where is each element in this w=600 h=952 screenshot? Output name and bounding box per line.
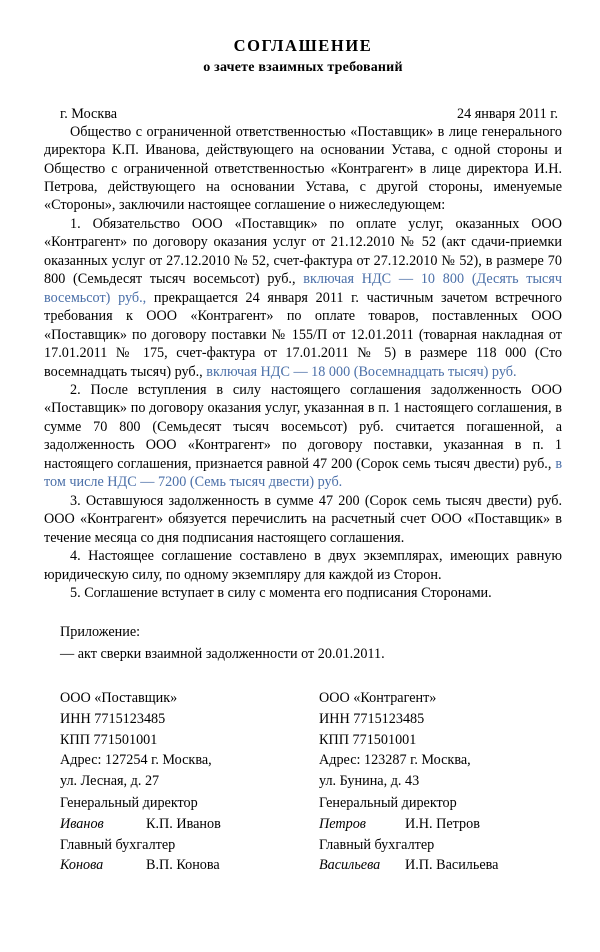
clause-1-text-a: 1. Обязательство ООО «Поставщик» по оплате услуг, оказанных ООО «Контрагент» по договору оказания услуг от 21.12.2010 № 52 (акт сдачи-приемки оказанных услуг от 27.12.2010 № 52, счет-фактура от 27.12.2010 № 52), в размере 70 800 (Семьдесят тысяч восемьсот) руб.,	[44, 215, 562, 288]
left-accountant-name: В.П. Конова	[146, 857, 220, 874]
city-label: г. Москва	[60, 105, 118, 122]
left-address-line-1: Адрес: 127254 г. Москва,	[60, 752, 212, 769]
document-meta	[44, 106, 562, 123]
signature-block	[44, 689, 562, 877]
left-inn: ИНН 7715123485	[60, 711, 166, 728]
left-director-name: К.П. Иванов	[146, 815, 221, 832]
appendix-item: — акт сверки взаимной задолженности от 20.01.2011.	[60, 646, 385, 663]
preamble-paragraph: Общество с ограниченной ответственностью «Поставщик» в лице генерального директора К.П. Иванова, действующего на основании Устава, с одной стороны и Общество с ограниченной ответственностью «Контрагент» в лице директора И.Н. Петрова, действующего на основании Устава, с другой стороны, именуемые «Стороны», заключили настоящее соглашение о нижеследующем:	[44, 123, 562, 214]
right-director-signature-row	[319, 815, 562, 833]
left-accountant-signature-row	[60, 856, 303, 874]
left-role-accountant: Главный бухгалтер	[60, 836, 176, 853]
clause-1-vat-a: включая НДС — 10 800 (Десять тысяч восемьсот) руб.,	[44, 271, 562, 306]
left-org-name: ООО «Поставщик»	[60, 690, 178, 707]
right-address-line-2: ул. Бунина, д. 43	[319, 773, 420, 790]
clause-3-paragraph: 3. Оставшуюся задолженность в сумме 47 200 (Сорок семь тысяч двести) руб. ООО «Контрагент» обязуется перечислить на расчетный счет ООО «Поставщик» в течение месяца со дня подписания настоящего соглашения.	[44, 492, 562, 546]
right-role-director: Генеральный директор	[319, 795, 457, 812]
right-address-line-1: Адрес: 123287 г. Москва,	[319, 752, 471, 769]
left-accountant-signature: Конова	[60, 857, 104, 874]
document-subtitle: о зачете взаимных требований	[203, 59, 403, 75]
clause-2-vat: в том числе НДС — 7200 (Семь тысяч двести) руб.	[44, 455, 563, 491]
right-director-signature: Петров	[319, 815, 366, 832]
right-director-name: И.Н. Петров	[405, 815, 480, 832]
signature-column-left	[44, 689, 303, 877]
right-accountant-name: И.П. Васильева	[405, 857, 499, 874]
right-accountant-signature: Васильева	[319, 857, 381, 874]
appendix-label: Приложение:	[60, 624, 141, 641]
left-role-director: Генеральный директор	[60, 795, 198, 812]
left-kpp: КПП 771501001	[60, 731, 158, 748]
right-inn: ИНН 7715123485	[319, 711, 425, 728]
clause-4-paragraph: 4. Настоящее соглашение составлено в двух экземплярах, имеющих равную юридическую силу, по одному экземпляру для каждой из Сторон.	[44, 548, 562, 583]
clause-1-text-b: прекращается 24 января 2011 г. частичным зачетом встречного требования к ООО «Контрагент» по оплате товаров, поставленных ООО «Поставщик» по договору поставки № 155/П от 12.01.2011 (товарная накладная от 17.01.2011 № 175, счет-фактура от 17.01.2011 № 5) в размере 118 000 (Сто восемнадцать тысяч) руб.,	[44, 289, 563, 380]
signature-column-right	[303, 689, 562, 877]
date-label: 24 января 2011 г.	[457, 105, 558, 122]
right-role-accountant: Главный бухгалтер	[319, 836, 435, 853]
left-director-signature: Иванов	[60, 815, 104, 832]
clause-2-text: 2. После вступления в силу настоящего соглашения задолженность ООО «Поставщик» по договору оказания услуг, указанная в п. 1 настоящего соглашения, в сумме 70 800 (Семьдесят тысяч восемьсот) руб. считается погашенной, а задолженность ООО «Контрагент» по договору поставки, указанная в п. 1 настоящего соглашения, признается равной 47 200 (Сорок семь тысяч двести) руб.,	[44, 381, 562, 472]
left-director-signature-row	[60, 815, 303, 833]
right-accountant-signature-row	[319, 856, 562, 874]
clause-1-paragraph	[44, 215, 562, 381]
left-address-line-2: ул. Лесная, д. 27	[60, 773, 160, 790]
clause-1-vat-b: включая НДС — 18 000 (Восемнадцать тысяч) руб.	[206, 363, 517, 380]
clause-5-paragraph: 5. Соглашение вступает в силу с момента его подписания Сторонами.	[70, 584, 492, 601]
document-title: СОГЛАШЕНИЕ	[233, 36, 373, 55]
clause-2-paragraph	[44, 381, 562, 492]
right-org-name: ООО «Контрагент»	[319, 690, 437, 707]
right-kpp: КПП 771501001	[319, 731, 417, 748]
